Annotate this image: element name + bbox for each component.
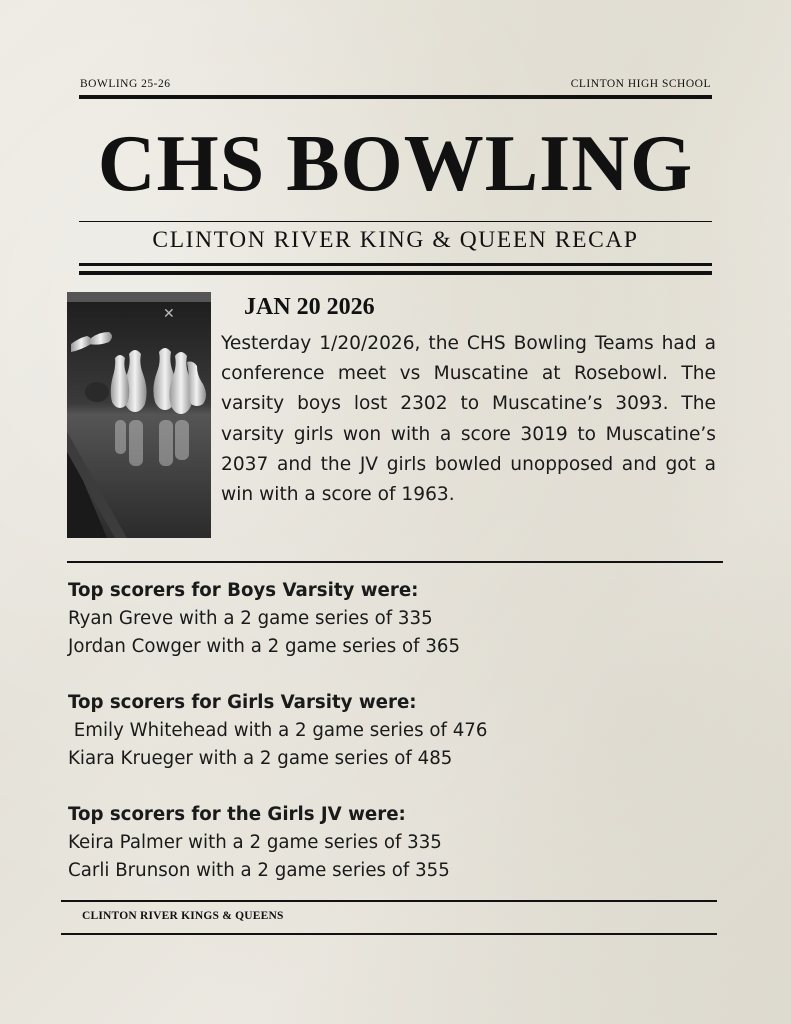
article-divider [67,561,723,563]
school-label: CLINTON HIGH SCHOOL [570,78,711,90]
girls-varsity-heading: Top scorers for Girls Varsity were: [68,692,417,713]
bowling-pins-image [67,292,211,538]
list-item: Jordan Cowger with a 2 game series of 365 [68,636,461,657]
list-item: Kiara Krueger with a 2 game series of 485 [68,748,453,769]
header-rule-thick [79,95,712,99]
list-item: Emily Whitehead with a 2 game series of 476 [68,720,488,741]
subtitle-rule-1 [79,263,712,266]
girls-varsity-section [68,689,487,773]
footer-label: CLINTON RIVER KINGS & QUEENS [82,910,284,922]
svg-text:✕: ✕ [163,306,175,322]
list-item: Ryan Greve with a 2 game series of 335 [68,608,433,629]
title-rule-thin [79,221,712,222]
page-subtitle: CLINTON RIVER KING & QUEEN RECAP [152,227,639,253]
page-title: CHS BOWLING [97,120,694,208]
boys-varsity-section [68,577,460,661]
boys-varsity-heading: Top scorers for Boys Varsity were: [68,580,419,601]
list-item: Carli Brunson with a 2 game series of 355 [68,860,450,881]
bowling-pins-photo [67,292,211,538]
article-date: JAN 20 2026 [244,294,375,320]
girls-jv-heading: Top scorers for the Girls JV were: [68,804,406,825]
footer-rule-bottom [61,933,717,935]
footer-rule-top [61,900,717,902]
article-body: Yesterday 1/20/2026, the CHS Bowling Teams had a conference meet vs Muscatine at Rosebowl. The varsity boys lost 2302 to Muscatine’s 3093. The varsity girls won with a score 3019 to Muscatine’s 2037 and the JV girls bowled unopposed and got a win with a score of 1963. [221,333,716,506]
issue-label: BOWLING 25-26 [80,78,171,90]
list-item: Keira Palmer with a 2 game series of 335 [68,832,442,853]
girls-jv-section [68,801,450,885]
subtitle-rule-2 [79,271,712,275]
